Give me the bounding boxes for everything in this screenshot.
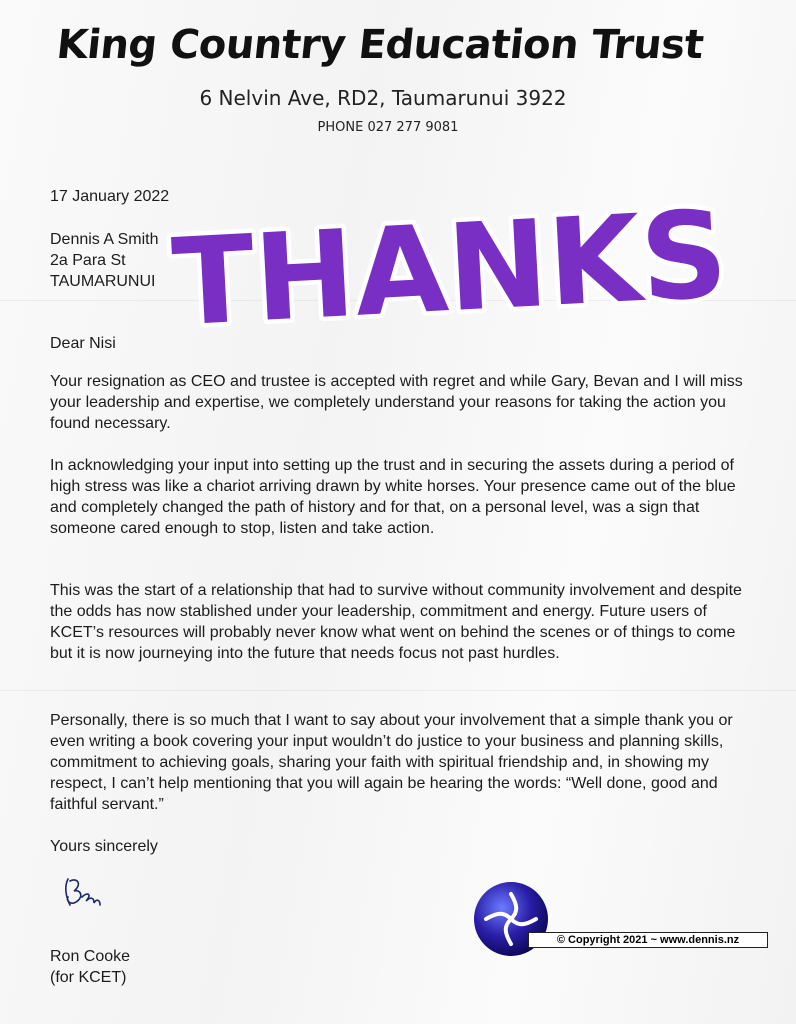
letterhead-org-name: King Country Education Trust: [54, 22, 706, 68]
signer-block: [50, 946, 130, 988]
closing: Yours sincerely: [50, 838, 158, 855]
copyright-label: © Copyright 2021 ~ www.dennis.nz: [528, 932, 768, 948]
body-paragraph: Personally, there is so much that I want to say about your involvement that a simple thank you or even writing a book covering your input wouldn’t do justice to your business and planning skills, commitment to achieving goals, sharing your faith with spiritual friendship and, in showing my respect, I can’t help mentioning that you will again be hearing the words: “Well done, good and faithful servant.”: [50, 712, 733, 813]
stamp-text: THANKS: [169, 185, 731, 354]
body-paragraph: This was the start of a relationship that had to survive without community involvement and despite the odds has now stablished under your leadership, commitment and energy. Future users of KCET’s resources will probably never know what went on behind the scenes or of things to come but it is now journeying into the future that needs focus not past hurdles.: [50, 582, 742, 662]
handwritten-signature: [60, 875, 106, 915]
recipient-line: TAUMARUNUI: [50, 273, 156, 290]
letterhead-address: 6 Nelvin Ave, RD2, Taumarunui 3922: [199, 86, 567, 110]
signer-role: (for KCET): [50, 969, 127, 986]
letterhead-phone: PHONE 027 277 9081: [317, 120, 459, 135]
recipient-line: Dennis A Smith: [50, 231, 159, 248]
body-paragraph: Your resignation as CEO and trustee is accepted with regret and while Gary, Bevan and I will miss your leadership and expertise, we completely understand your reasons for taking the action you found necessary.: [50, 373, 743, 432]
recipient-line: 2a Para St: [50, 252, 126, 269]
signer-name: Ron Cooke: [50, 948, 131, 965]
paper-fold: [0, 690, 796, 691]
thanks-stamp: [150, 160, 770, 370]
greeting: Dear Nisi: [50, 335, 116, 352]
recipient-address: [50, 229, 159, 292]
letter-date: 17 January 2022: [50, 188, 170, 205]
body-paragraph: In acknowledging your input into setting up the trust and in securing the assets during a period of high stress was like a chariot arriving drawn by white horses. Your presence came out of the blue and completely changed the path of history and for that, on a personal level, was a sign that someone cared enough to stop, listen and take action.: [50, 457, 736, 537]
